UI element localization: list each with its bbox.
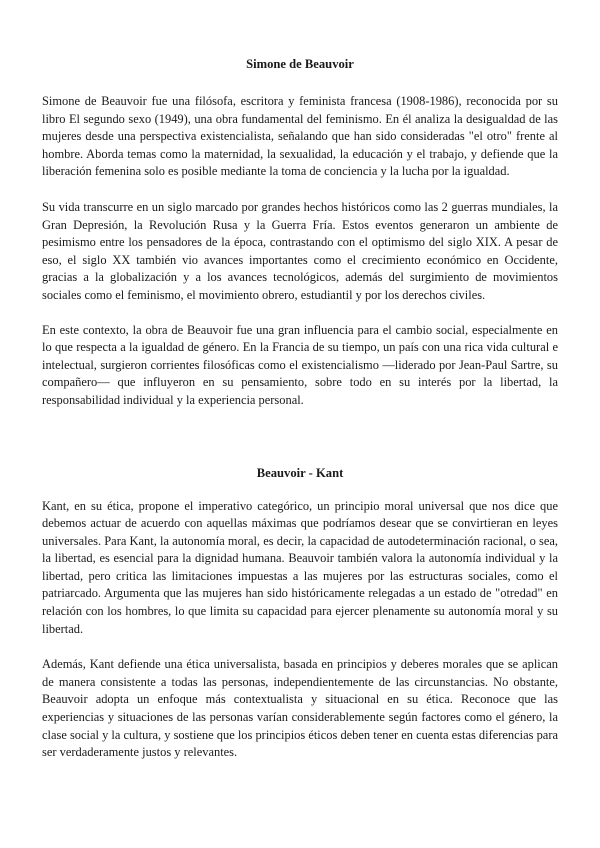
paragraph: Kant, en su ética, propone el imperativo categórico, un principio moral universal que nos dice que debemos actuar de acuerdo con aquellas máximas que podríamos desear que se convirtieran en leyes universales. Para Kant, la autonomía moral, es decir, la capacidad de autodeterminación racional, o sea, la libertad, es esencial para la dignidad humana. Beauvoir también valora la autonomía individual y la libertad, pero critica las limitaciones impuestas a las mujeres por las estructuras sociales, como el patriarcado. Argumenta que las mujeres han sido históricamente relegadas a un estado de "otredad" en relación con los hombres, lo que limita su capacidad para ejercer plenamente su autonomía moral y su libertad. [42, 498, 558, 636]
paragraph: Su vida transcurre en un siglo marcado por grandes hechos históricos como las 2 guerras mundiales, la Gran Depresión, la Revolución Rusa y la Guerra Fría. Estos eventos generaron un ambiente de pesimismo entre los pensadores de la época, contrastando con el optimismo del siglo XIX. A pesar de eso, el siglo XX también vio avances importantes como el crecimiento económico en Occidente, gracias a la globalización y a los avances tecnológicos, además del surgimiento de movimientos sociales como el feminismo, el movimiento obrero, estudiantil y por los derechos civiles. [42, 199, 558, 302]
section-title: Beauvoir - Kant [256, 465, 344, 480]
paragraph: Además, Kant defiende una ética universalista, basada en principios y deberes morales que se aplican de manera consistente a todas las personas, independientemente de las circunstancias. No obstante, Beauvoir adopta un enfoque más contextualista y situacional en su ética. Reconoce que las experiencias y situaciones de las personas varían considerablemente según factores como el género, la clase social y la cultura, y sostiene que los principios éticos deben tener en cuenta estas diferencias para ser verdaderamente justos y relevantes. [42, 657, 558, 760]
paragraph: Simone de Beauvoir fue una filósofa, escritora y feminista francesa (1908-1986), reconocida por su libro El segundo sexo (1949), una obra fundamental del feminismo. En él analiza la desigualdad de las mujeres desde una perspectiva existencialista, señalando que han sido consideradas "el otro" frente al hombre. Aborda temas como la maternidad, la sexualidad, la educación y el trabajo, y defiende que la liberación femenina solo es posible mediante la toma de conciencia y la lucha por la igualdad. [42, 94, 558, 179]
section-title: Simone de Beauvoir [246, 57, 354, 71]
document-page [42, 56, 558, 762]
paragraph: En este contexto, la obra de Beauvoir fue una gran influencia para el cambio social, especialmente en lo que respecta a la igualdad de género. En la Francia de su tiempo, un país con una rica vida cultural e intelectual, surgieron corrientes filosóficas como el existencialismo —liderado por Jean-Paul Sartre, su compañero— que influyeron en su pensamiento, sobre todo en su interés por la libertad, la responsabilidad individual y la experiencia personal. [42, 322, 558, 407]
